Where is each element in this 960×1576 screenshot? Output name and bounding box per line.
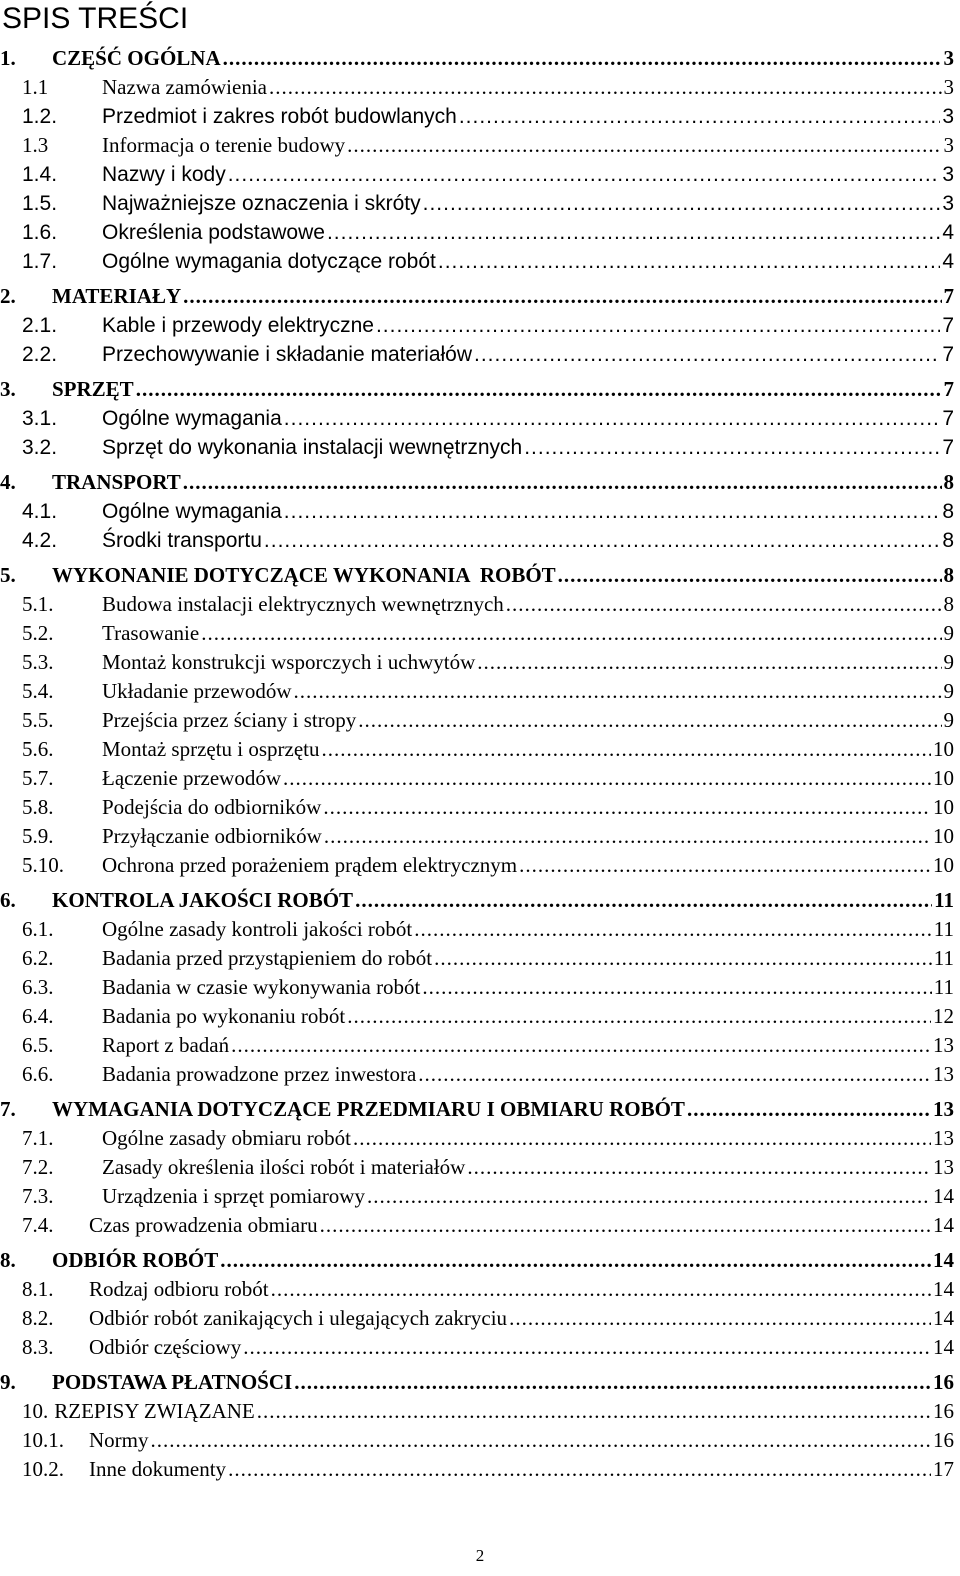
dot-leader [269, 73, 942, 102]
dot-leader [524, 433, 940, 462]
toc-entry-title: Przedmiot i zakres robót budowlanych [102, 105, 457, 128]
toc-subsection-entry[interactable] [0, 1153, 954, 1182]
toc-entry-title: Zasady określenia ilości robót i materiałów [102, 1155, 466, 1179]
toc-entry-title: Normy [89, 1428, 149, 1452]
toc-entry-number: 8.3. [22, 1335, 54, 1359]
toc-entry-page: 11 [933, 917, 954, 941]
dot-leader [509, 1304, 931, 1333]
toc-entry-title: Badania w czasie wykonywania robót [102, 975, 421, 999]
toc-subsection-entry[interactable] [0, 793, 954, 822]
toc-entry-number: 1.2. [22, 105, 58, 128]
toc-subsection-entry[interactable] [0, 822, 954, 851]
dot-leader [367, 1182, 931, 1211]
toc-subsection-entry[interactable] [0, 973, 954, 1002]
toc-subsection-entry[interactable] [0, 706, 954, 735]
toc-entry-number: 5.9. [22, 824, 54, 848]
toc-entry-title: Ochrona przed porażeniem prądem elektrycznym [102, 853, 518, 877]
toc-entry-page: 10 [933, 795, 954, 819]
toc-entry-title: Układanie przewodów [102, 679, 292, 703]
toc-entry-number: 6.5. [22, 1033, 54, 1057]
toc-entry-title: Przejścia przez ściany i stropy [102, 708, 357, 732]
toc-entry-number: 5.2. [22, 621, 54, 645]
dot-leader [355, 886, 932, 915]
dot-leader [324, 822, 931, 851]
toc-subsection-entry[interactable] [0, 1031, 954, 1060]
toc-entry-number: 2. [0, 284, 16, 308]
toc-subsection-entry[interactable] [0, 247, 954, 276]
toc-entry-page: 13 [933, 1062, 954, 1086]
toc-entry-number: 5.10. [22, 853, 64, 877]
toc-entry-page: 3 [942, 105, 954, 128]
toc-entry-page: 9 [943, 708, 954, 732]
dot-leader [477, 648, 941, 677]
toc-entry-page: 13 [933, 1126, 954, 1150]
toc-entry-title: Raport z badań [102, 1033, 230, 1057]
dot-leader [322, 735, 931, 764]
toc-entry-number: 4.1. [22, 500, 58, 523]
toc-entry-title: KONTROLA JAKOŚCI ROBÓT [52, 888, 354, 912]
dot-leader [228, 160, 941, 189]
dot-leader [320, 1211, 931, 1240]
toc-entry-number: 3. [0, 377, 16, 401]
toc-entry-number: 2.1. [22, 314, 58, 337]
toc-entry-number: 4. [0, 470, 16, 494]
toc-entry-page: 10 [933, 853, 954, 877]
toc-entry-number: 1.7. [22, 250, 58, 273]
toc-subsection-entry[interactable] [0, 648, 954, 677]
toc-subsection-entry[interactable] [0, 497, 954, 526]
toc-entry-number: 5.7. [22, 766, 54, 790]
toc-entry-number: 1.1 [22, 75, 49, 99]
table-of-contents [0, 44, 954, 1484]
toc-entry-page: 13 [933, 1033, 954, 1057]
toc-entry-page: 14 [933, 1335, 954, 1359]
toc-entry-title: Informacja o terenie budowy [102, 133, 346, 157]
dot-leader [474, 340, 940, 369]
toc-entry-page: 17 [933, 1457, 954, 1481]
toc-entry-title: Ogólne wymagania [102, 407, 282, 430]
toc-entry-number: 5.5. [22, 708, 54, 732]
toc-section-entry[interactable] [0, 561, 954, 590]
toc-entry-number: 5.8. [22, 795, 54, 819]
toc-subsection-entry[interactable] [0, 1211, 954, 1240]
toc-entry-page: 3 [942, 163, 954, 186]
toc-subsection-entry[interactable] [0, 102, 954, 131]
dot-leader [687, 1095, 931, 1124]
toc-entry-page: 13 [933, 1155, 954, 1179]
toc-section-entry[interactable] [0, 1095, 954, 1124]
toc-entry-title: SPRZĘT [52, 377, 134, 401]
toc-entry-page: 9 [943, 621, 954, 645]
toc-entry-page: 11 [933, 975, 954, 999]
dot-leader [294, 677, 942, 706]
toc-entry-page: 8 [942, 500, 954, 523]
toc-entry-page: 14 [933, 1277, 954, 1301]
toc-subsection-entry[interactable] [0, 218, 954, 247]
toc-entry-number: 5. [0, 563, 16, 587]
dot-leader [519, 851, 931, 880]
toc-subsection-entry[interactable] [0, 73, 954, 102]
toc-entry-page: 13 [933, 1097, 954, 1121]
toc-entry-title: Budowa instalacji elektrycznych wewnętrznych [102, 592, 504, 616]
toc-entry-number: 5.4. [22, 679, 54, 703]
toc-entry-number: 1.6. [22, 221, 58, 244]
toc-entry-title: Czas prowadzenia obmiaru [89, 1213, 318, 1237]
toc-entry-number: 7.2. [22, 1155, 54, 1179]
dot-leader [136, 375, 942, 404]
toc-entry-title: Badania po wykonaniu robót [102, 1004, 346, 1028]
dot-leader [283, 764, 931, 793]
toc-entry-number: 8.1. [22, 1277, 54, 1301]
toc-entry-page: 16 [933, 1370, 954, 1394]
toc-entry-page: 7 [943, 377, 954, 401]
dot-leader [223, 44, 942, 73]
toc-entry-page: 7 [942, 314, 954, 337]
toc-subsection-entry[interactable] [0, 189, 954, 218]
dot-leader [183, 468, 942, 497]
dot-leader [151, 1426, 932, 1455]
toc-entry-title: Badania prowadzone przez inwestora [102, 1062, 417, 1086]
toc-entry-number: 7.3. [22, 1184, 54, 1208]
toc-entry-title: CZĘŚĆ OGÓLNA [52, 46, 221, 70]
toc-subsection-entry[interactable] [0, 340, 954, 369]
dot-leader [183, 282, 941, 311]
toc-entry-number: 1.5. [22, 192, 58, 215]
toc-entry-number: 6.1. [22, 917, 54, 941]
dot-leader [264, 526, 940, 555]
toc-subsection-entry[interactable] [0, 526, 954, 555]
toc-entry-title: Określenia podstawowe [102, 221, 325, 244]
toc-entry-title: TRANSPORT [52, 470, 181, 494]
dot-leader [271, 1275, 931, 1304]
dot-leader [228, 1455, 931, 1484]
toc-entry-title: Nazwy i kody [102, 163, 226, 186]
dot-leader [467, 1153, 931, 1182]
toc-entry-number: 10.1. [22, 1428, 64, 1452]
toc-entry-title: Ogólne zasady kontroli jakości robót [102, 917, 413, 941]
toc-section-entry[interactable] [0, 44, 954, 73]
toc-subsection-entry[interactable] [0, 1455, 954, 1484]
toc-entry-page: 8 [943, 592, 954, 616]
toc-entry-page: 10 [933, 737, 954, 761]
dot-leader [257, 1397, 931, 1426]
dot-leader [243, 1333, 931, 1362]
toc-entry-title: WYMAGANIA DOTYCZĄCE PRZEDMIARU I OBMIARU ROBÓT [52, 1097, 685, 1121]
toc-entry-number: 7.4. [22, 1213, 54, 1237]
toc-entry-title: RZEPISY ZWIĄZANE [54, 1399, 255, 1423]
toc-section-entry[interactable] [0, 886, 954, 915]
toc-entry-page: 9 [943, 650, 954, 674]
toc-entry-page: 3 [943, 46, 954, 70]
toc-entry-title: Odbiór częściowy [89, 1335, 242, 1359]
toc-entry-title: Badania przed przystąpieniem do robót [102, 946, 433, 970]
toc-entry-title: Montaż konstrukcji wsporczych i uchwytów [102, 650, 476, 674]
toc-entry-title: Przechowywanie i składanie materiałów [102, 343, 473, 366]
toc-entry-page: 7 [942, 407, 954, 430]
page-number: 2 [475, 1546, 485, 1565]
toc-entry-title: Sprzęt do wykonania instalacji wewnętrznych [102, 436, 523, 459]
toc-entry-number: 7.1. [22, 1126, 54, 1150]
toc-entry-title: Urządzenia i sprzęt pomiarowy [102, 1184, 365, 1208]
toc-entry-title: Nazwa zamówienia [102, 75, 267, 99]
dot-leader [201, 619, 941, 648]
toc-entry-title: Najważniejsze oznaczenia i skróty [102, 192, 421, 215]
toc-section-entry[interactable] [0, 1246, 954, 1275]
toc-entry-number: 5.3. [22, 650, 54, 674]
toc-entry-number: 8. [0, 1248, 16, 1272]
toc-entry-number: 3.1. [22, 407, 58, 430]
toc-entry-page: 4 [942, 221, 954, 244]
dot-leader [231, 1031, 931, 1060]
toc-subsection-entry[interactable] [0, 1182, 954, 1211]
toc-entry-number: 8.2. [22, 1306, 54, 1330]
toc-entry-page: 10 [933, 766, 954, 790]
toc-entry-page: 7 [943, 284, 954, 308]
toc-subsection-entry[interactable] [0, 1124, 954, 1153]
toc-subsection-entry[interactable] [0, 1397, 954, 1426]
toc-subsection-entry[interactable] [0, 619, 954, 648]
toc-entry-page: 11 [933, 946, 954, 970]
dot-leader [347, 131, 941, 160]
toc-entry-page: 3 [943, 75, 954, 99]
toc-section-entry[interactable] [0, 375, 954, 404]
dot-leader [423, 189, 941, 218]
dot-leader [422, 973, 931, 1002]
toc-subsection-entry[interactable] [0, 764, 954, 793]
toc-entry-page: 14 [933, 1213, 954, 1237]
dot-leader [284, 404, 941, 433]
toc-entry-page: 8 [943, 470, 954, 494]
dot-leader [376, 311, 940, 340]
dot-leader [323, 793, 931, 822]
dot-leader [506, 590, 942, 619]
toc-entry-title: Podejścia do odbiorników [102, 795, 322, 819]
toc-subsection-entry[interactable] [0, 1002, 954, 1031]
toc-entry-title: Rodzaj odbioru robót [89, 1277, 269, 1301]
toc-entry-page: 10 [933, 824, 954, 848]
toc-subsection-entry[interactable] [0, 590, 954, 619]
toc-entry-title: WYKONANIE DOTYCZĄCE WYKONANIA ROBÓT [52, 563, 556, 587]
toc-entry-number: 5.1. [22, 592, 54, 616]
toc-entry-page: 3 [942, 192, 954, 215]
toc-entry-title: Montaż sprzętu i osprzętu [102, 737, 320, 761]
toc-entry-number: 2.2. [22, 343, 58, 366]
toc-subsection-entry[interactable] [0, 944, 954, 973]
toc-subsection-entry[interactable] [0, 915, 954, 944]
toc-entry-page: 11 [934, 888, 954, 912]
toc-subsection-entry[interactable] [0, 1275, 954, 1304]
toc-entry-number: 10. [22, 1399, 49, 1423]
toc-entry-page: 7 [942, 343, 954, 366]
toc-subsection-entry[interactable] [0, 1060, 954, 1089]
toc-entry-title: Ogólne zasady obmiaru robót [102, 1126, 352, 1150]
toc-entry-page: 12 [933, 1004, 954, 1028]
toc-subsection-entry[interactable] [0, 851, 954, 880]
toc-entry-number: 7. [0, 1097, 16, 1121]
toc-entry-page: 16 [933, 1428, 954, 1452]
dot-leader [459, 102, 940, 131]
toc-entry-title: Przyłączanie odbiorników [102, 824, 322, 848]
toc-entry-title: Inne dokumenty [89, 1457, 227, 1481]
page-title: SPIS TREŚCI [2, 2, 189, 35]
toc-entry-title: Ogólne wymagania [102, 500, 282, 523]
toc-entry-page: 14 [933, 1184, 954, 1208]
toc-entry-page: 4 [942, 250, 954, 273]
toc-entry-page: 16 [933, 1399, 954, 1423]
toc-section-entry[interactable] [0, 1368, 954, 1397]
toc-subsection-entry[interactable] [0, 404, 954, 433]
toc-entry-number: 1.4. [22, 163, 58, 186]
toc-entry-number: 9. [0, 1370, 16, 1394]
toc-entry-number: 6.6. [22, 1062, 54, 1086]
toc-entry-number: 1.3 [22, 133, 49, 157]
toc-entry-page: 8 [942, 529, 954, 552]
toc-subsection-entry[interactable] [0, 735, 954, 764]
toc-entry-number: 6. [0, 888, 16, 912]
dot-leader [414, 915, 932, 944]
toc-entry-number: 4.2. [22, 529, 58, 552]
toc-entry-title: MATERIAŁY [52, 284, 182, 308]
dot-leader [294, 1368, 931, 1397]
toc-entry-page: 8 [943, 563, 954, 587]
toc-entry-page: 14 [933, 1248, 954, 1272]
dot-leader [284, 497, 941, 526]
toc-entry-page: 7 [942, 436, 954, 459]
toc-entry-number: 5.6. [22, 737, 54, 761]
toc-entry-number: 10.2. [22, 1457, 64, 1481]
toc-entry-title: Łączenie przewodów [102, 766, 281, 790]
toc-entry-page: 9 [943, 679, 954, 703]
toc-subsection-entry[interactable] [0, 1304, 954, 1333]
dot-leader [434, 944, 932, 973]
dot-leader [327, 218, 940, 247]
toc-entry-title: Kable i przewody elektryczne [102, 314, 374, 337]
dot-leader [220, 1246, 931, 1275]
dot-leader [558, 561, 942, 590]
toc-section-entry[interactable] [0, 468, 954, 497]
toc-entry-number: 3.2. [22, 436, 58, 459]
toc-entry-title: Ogólne wymagania dotyczące robót [102, 250, 436, 273]
toc-entry-title: Odbiór robót zanikających i ulegających zakryciu [89, 1306, 508, 1330]
toc-entry-title: Środki transportu [102, 529, 262, 552]
dot-leader [353, 1124, 931, 1153]
dot-leader [358, 706, 941, 735]
toc-subsection-entry[interactable] [0, 131, 954, 160]
toc-entry-number: 6.2. [22, 946, 54, 970]
toc-entry-title: ODBIÓR ROBÓT [52, 1248, 219, 1272]
toc-subsection-entry[interactable] [0, 677, 954, 706]
toc-subsection-entry[interactable] [0, 311, 954, 340]
toc-entry-page: 14 [933, 1306, 954, 1330]
toc-entry-number: 6.4. [22, 1004, 54, 1028]
dot-leader [438, 247, 940, 276]
toc-entry-page: 3 [943, 133, 954, 157]
toc-subsection-entry[interactable] [0, 160, 954, 189]
toc-entry-title: Trasowanie [102, 621, 200, 645]
toc-entry-title: PODSTAWA PŁATNOŚCI [52, 1370, 293, 1394]
toc-entry-number: 6.3. [22, 975, 54, 999]
toc-entry-number: 1. [0, 46, 16, 70]
toc-subsection-entry[interactable] [0, 1333, 954, 1362]
toc-subsection-entry[interactable] [0, 1426, 954, 1455]
toc-section-entry[interactable] [0, 282, 954, 311]
dot-leader [418, 1060, 931, 1089]
toc-subsection-entry[interactable] [0, 433, 954, 462]
dot-leader [347, 1002, 931, 1031]
